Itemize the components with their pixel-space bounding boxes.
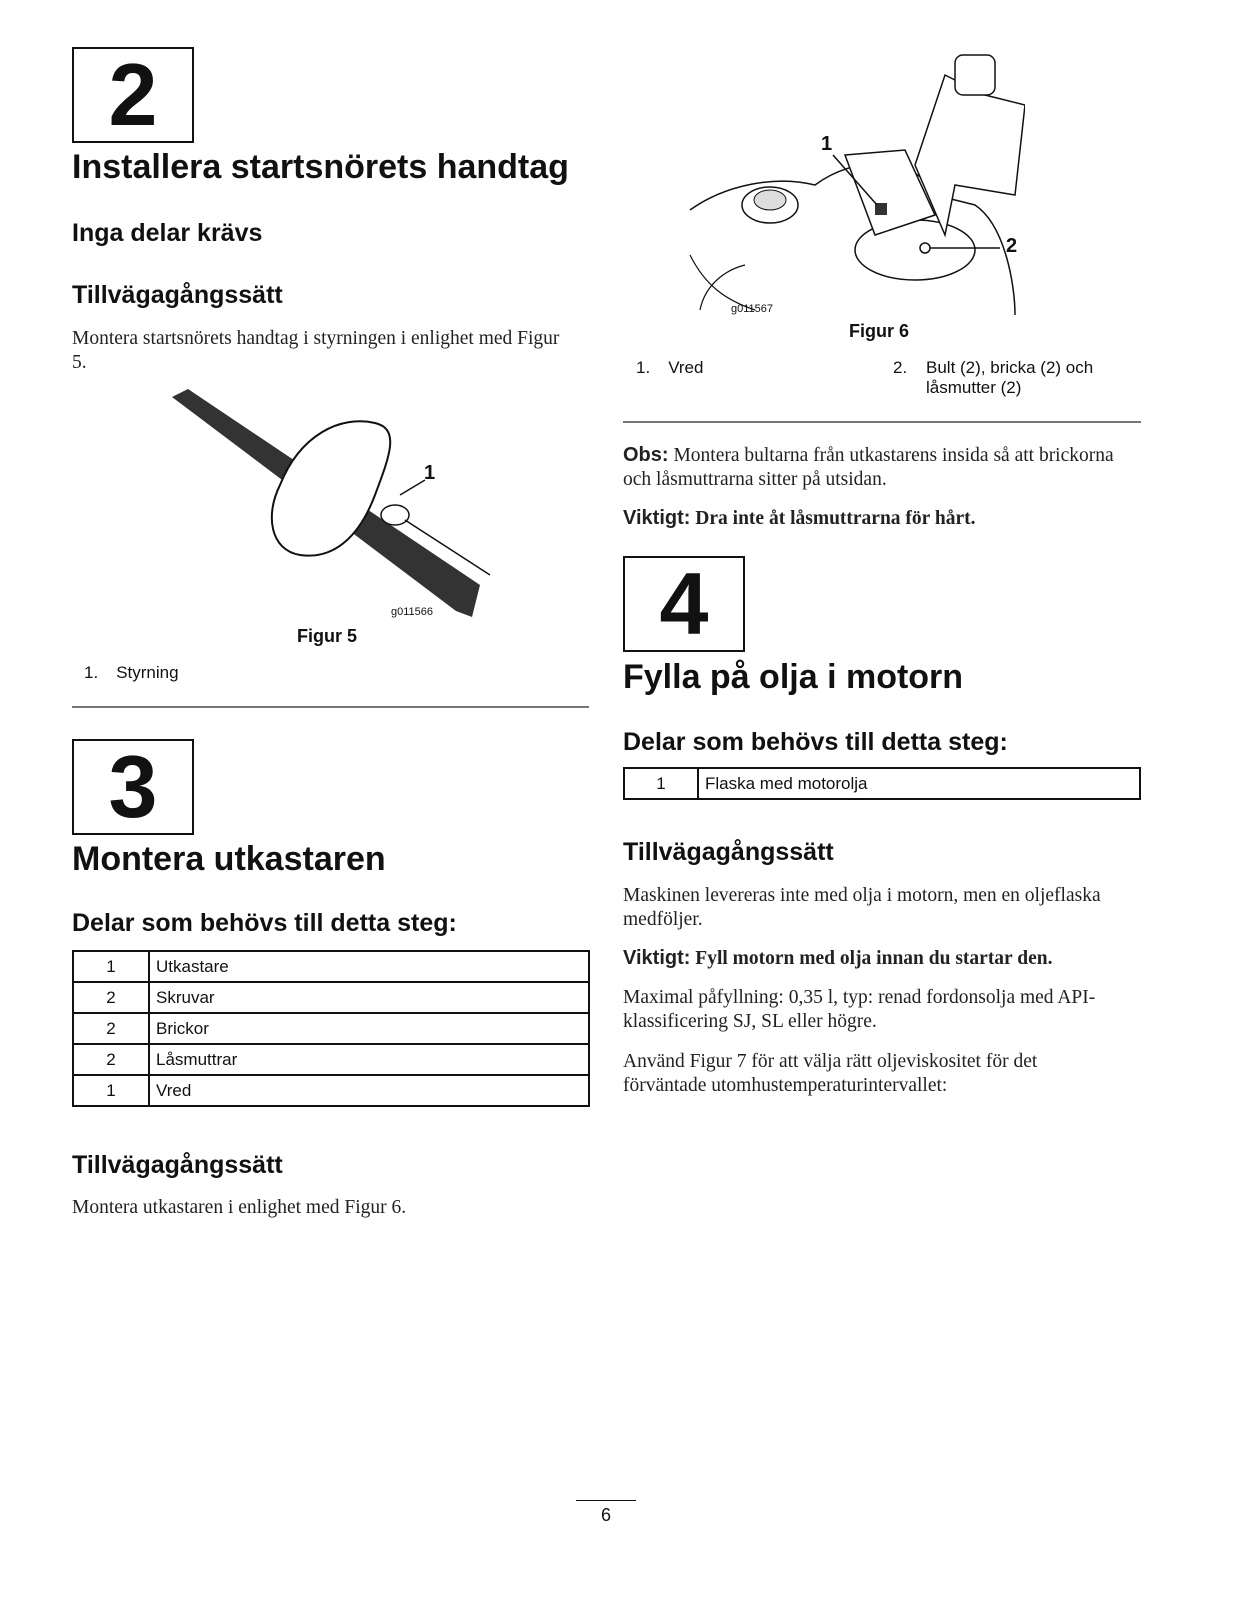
important-note bbox=[623, 506, 1133, 531]
legend-text: Vred bbox=[668, 358, 704, 377]
procedure-text: Maximal påfyllning: 0,35 l, typ: renad fordonsolja med API-klassificering SJ, SL eller högre. bbox=[623, 987, 1096, 1032]
part-name: Skruvar bbox=[149, 982, 589, 1013]
procedure-text: Använd Figur 7 för att välja rätt oljeviskositet för det förväntade utomhustemperaturintervallet: bbox=[623, 1051, 1038, 1096]
part-qty: 2 bbox=[73, 982, 149, 1013]
part-name: Utkastare bbox=[149, 951, 589, 982]
parts-row bbox=[73, 1044, 589, 1075]
procedure-heading: Tillvägagångssätt bbox=[72, 1151, 283, 1179]
parts-row bbox=[624, 768, 1140, 799]
legend-num: 1. bbox=[636, 358, 651, 377]
divider bbox=[623, 421, 1141, 423]
procedure-text: Montera utkastaren i enlighet med Figur 6. bbox=[72, 1197, 407, 1218]
step-number: 2 bbox=[108, 45, 158, 144]
figure-6-illustration bbox=[685, 45, 1025, 320]
parts-row bbox=[73, 951, 589, 982]
section-title: Installera startsnörets handtag bbox=[72, 148, 569, 186]
figure-caption: Figur 6 bbox=[849, 321, 910, 341]
legend-item bbox=[636, 358, 703, 378]
important-label: Viktigt: bbox=[623, 507, 691, 529]
parts-heading: Delar som behövs till detta steg: bbox=[72, 909, 457, 937]
parts-row bbox=[73, 1013, 589, 1044]
parts-row bbox=[73, 1075, 589, 1106]
part-name: Vred bbox=[149, 1075, 589, 1106]
step-number-box bbox=[72, 47, 194, 143]
important-text: Fyll motorn med olja innan du startar den. bbox=[695, 948, 1053, 969]
note-label: Obs: bbox=[623, 444, 669, 466]
parts-heading: Inga delar krävs bbox=[72, 219, 263, 247]
part-name: Flaska med motorolja bbox=[698, 768, 1140, 799]
note-text: Montera bultarna från utkastarens insida så att brickorna och låsmuttrarna sitter på utsidan. bbox=[623, 445, 1114, 490]
procedure-text: Maskinen levereras inte med olja i motorn, men en oljeflaska medföljer. bbox=[623, 885, 1101, 930]
legend-text: Styrning bbox=[116, 663, 179, 682]
parts-table bbox=[623, 767, 1141, 800]
parts-row bbox=[73, 982, 589, 1013]
procedure-heading: Tillvägagångssätt bbox=[623, 838, 834, 866]
footer-rule bbox=[576, 1500, 636, 1501]
callout-2: 2 bbox=[1006, 235, 1018, 257]
important-text: Dra inte åt låsmuttrarna för hårt. bbox=[695, 508, 976, 529]
figure-code: g011567 bbox=[731, 303, 774, 315]
note bbox=[623, 443, 1133, 492]
page-number: 6 bbox=[600, 1505, 611, 1525]
step-number: 3 bbox=[108, 737, 158, 836]
section-title: Fylla på olja i motorn bbox=[623, 658, 964, 696]
figure-code: g011566 bbox=[391, 606, 434, 618]
part-qty: 1 bbox=[73, 1075, 149, 1106]
legend-num: 1. bbox=[84, 663, 99, 682]
legend-item bbox=[84, 663, 179, 683]
legend-item bbox=[893, 358, 1126, 398]
callout-1: 1 bbox=[821, 133, 833, 155]
parts-table bbox=[72, 950, 590, 1107]
step-number-box bbox=[623, 556, 745, 652]
figure-caption: Figur 5 bbox=[297, 626, 358, 646]
important-note bbox=[623, 946, 1138, 971]
section-title: Montera utkastaren bbox=[72, 840, 386, 878]
part-qty: 2 bbox=[73, 1044, 149, 1075]
callout-1: 1 bbox=[424, 462, 436, 484]
divider bbox=[72, 706, 589, 708]
procedure-heading: Tillvägagångssätt bbox=[72, 281, 283, 309]
legend-text: Bult (2), bricka (2) och låsmutter (2) bbox=[926, 358, 1094, 397]
figure-5-illustration bbox=[160, 385, 500, 625]
part-qty: 1 bbox=[73, 951, 149, 982]
procedure-text: Montera startsnörets handtag i styrningen i enlighet med Figur 5. bbox=[72, 328, 560, 373]
legend-num: 2. bbox=[893, 358, 908, 377]
part-qty: 1 bbox=[624, 768, 698, 799]
step-number-box bbox=[72, 739, 194, 835]
step-number: 4 bbox=[659, 554, 709, 653]
important-label: Viktigt: bbox=[623, 947, 691, 969]
part-name: Brickor bbox=[149, 1013, 589, 1044]
parts-heading: Delar som behövs till detta steg: bbox=[623, 728, 1008, 756]
part-name: Låsmuttrar bbox=[149, 1044, 589, 1075]
part-qty: 2 bbox=[73, 1013, 149, 1044]
